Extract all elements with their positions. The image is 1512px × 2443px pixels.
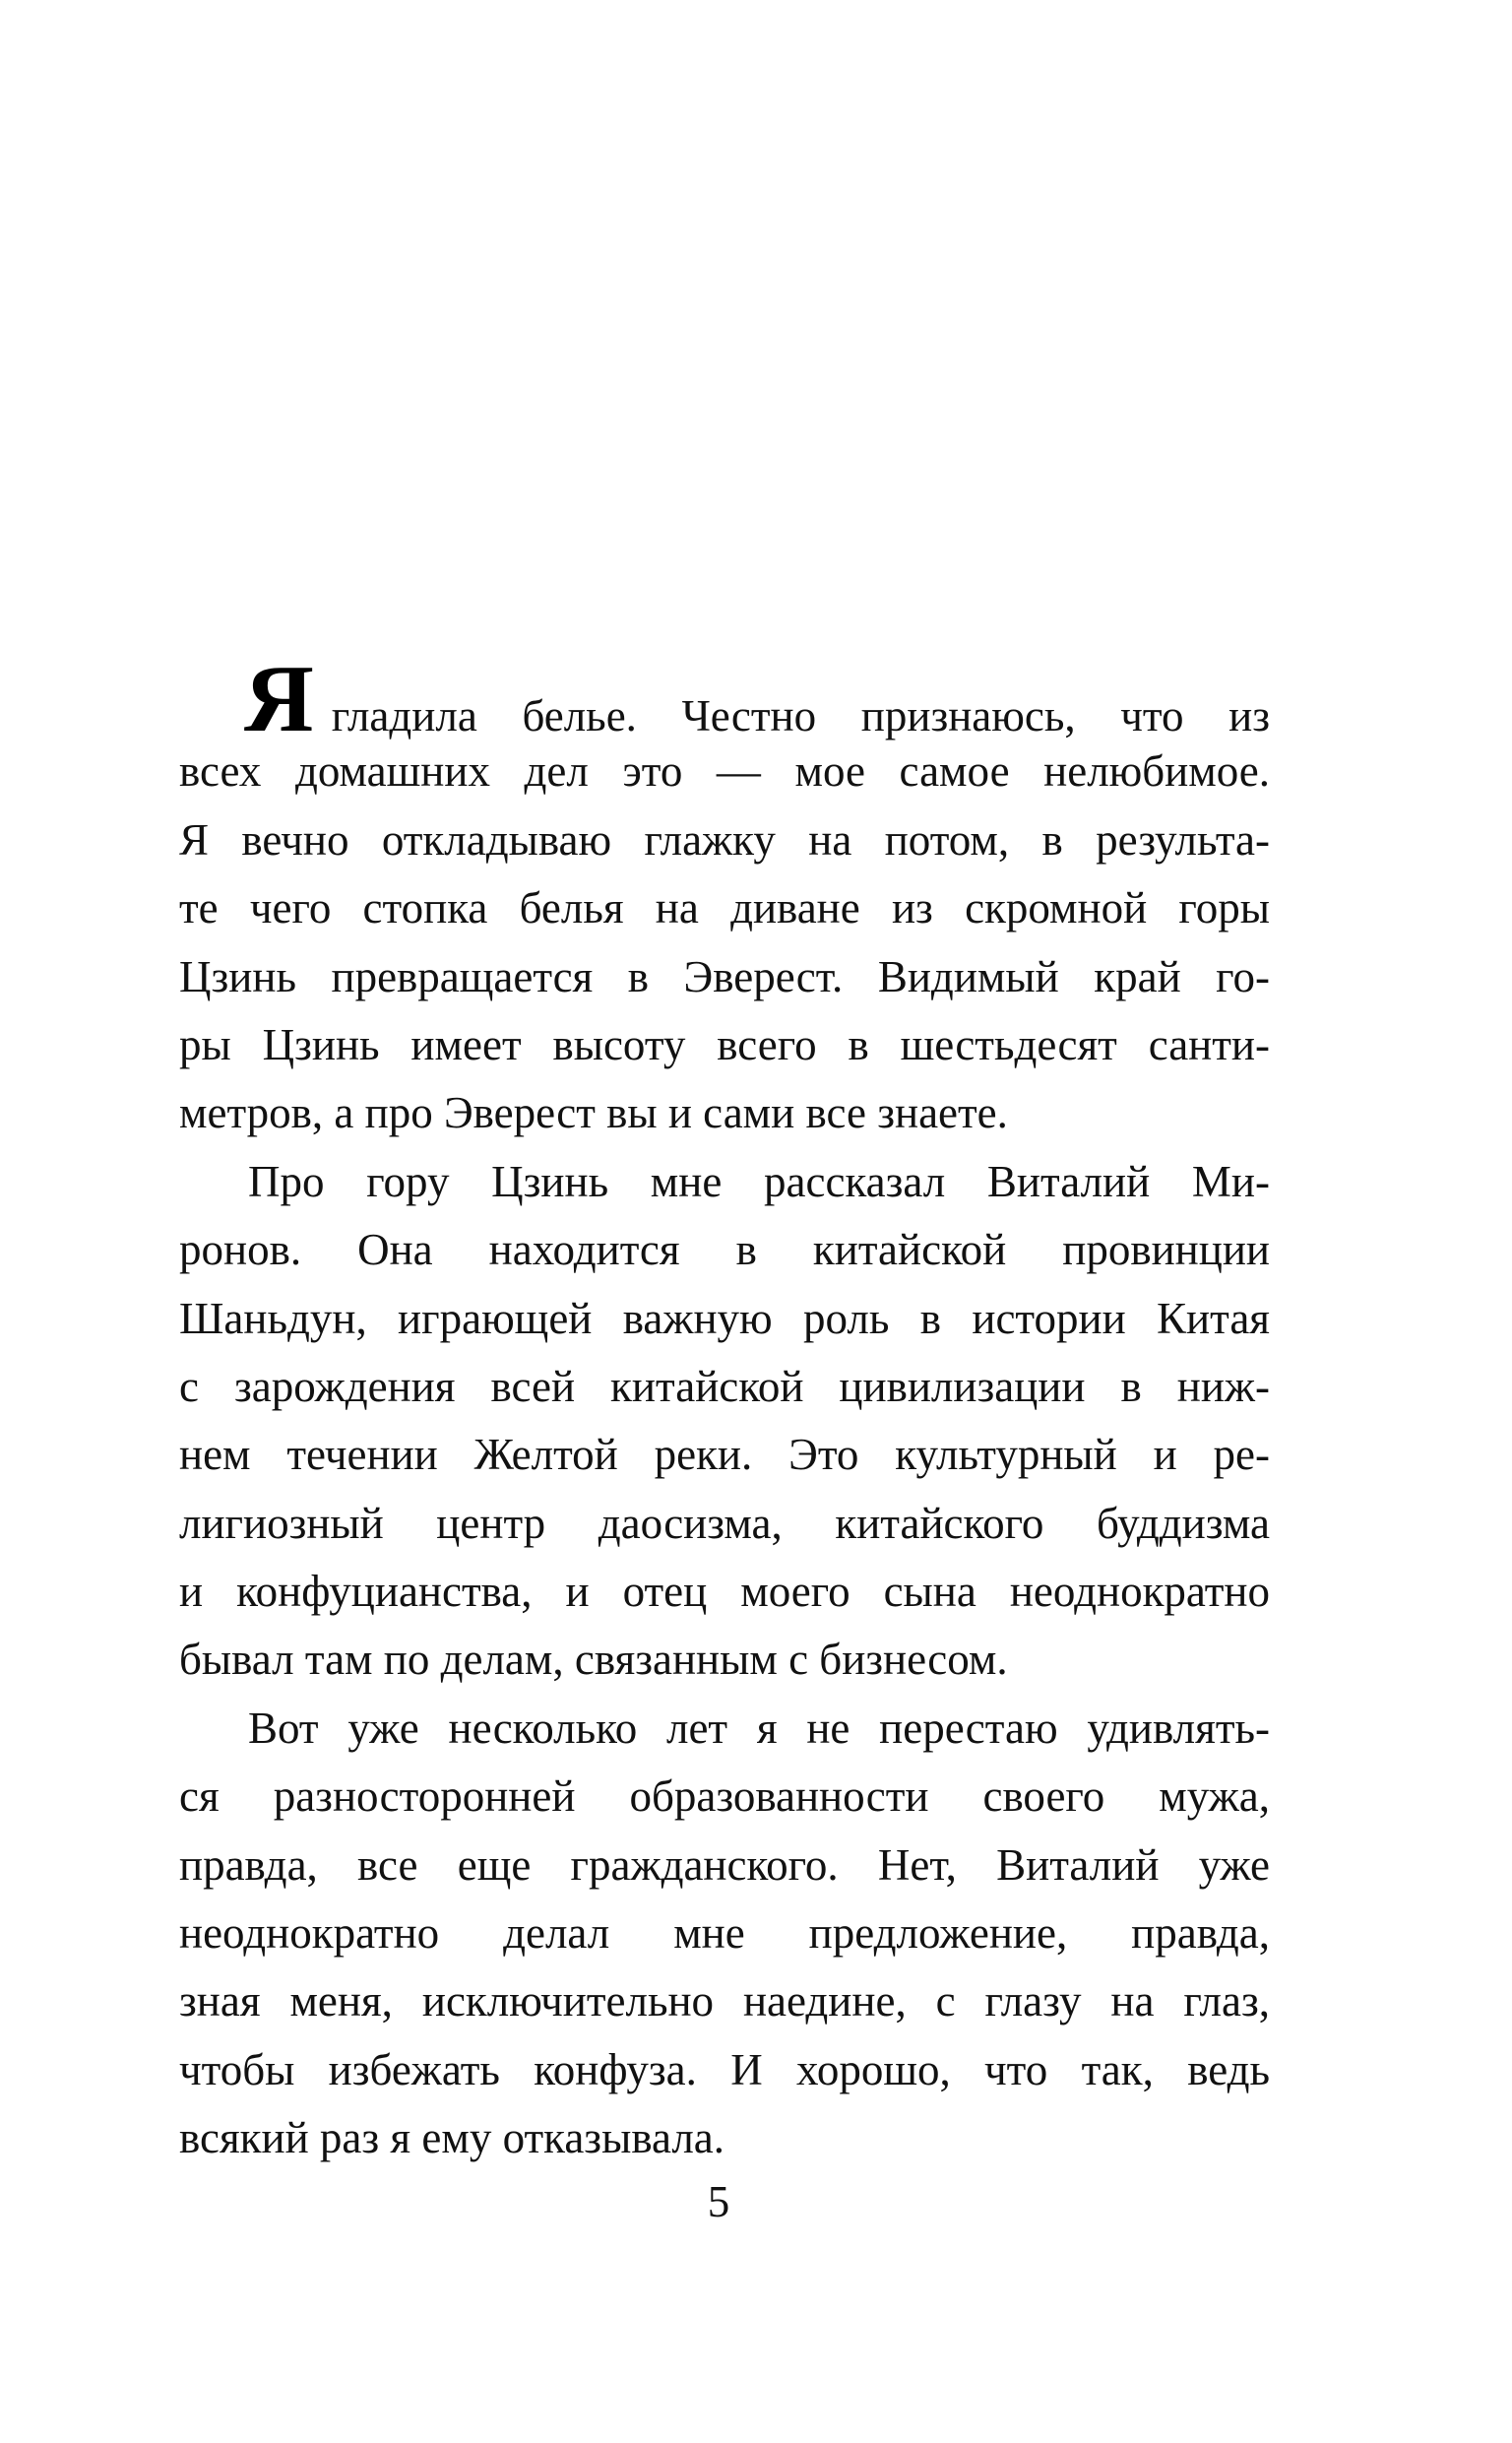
text-line: Я вечно откладываю глажку на потом, в результа- xyxy=(179,814,1270,865)
text-line: Вот уже несколько лет я не перестаю удивлять- xyxy=(248,1703,1270,1753)
text-line: ронов. Она находится в китайской провинции xyxy=(179,1225,1270,1275)
text-line: ры Цзинь имеет высоту всего в шестьдесят санти- xyxy=(179,1019,1270,1069)
page-number: 5 xyxy=(707,2177,730,2226)
text-line: всякий раз я ему отказывала. xyxy=(179,2113,725,2163)
paragraph-2 xyxy=(179,1148,1270,1695)
text-line: метров, а про Эверест вы и сами все знаете. xyxy=(179,1088,1008,1138)
drop-cap: Я xyxy=(244,646,314,752)
text-line: лигиозный центр даосизма, китайского буддизма xyxy=(179,1498,1270,1548)
text-line: неоднократно делал мне предложение, правда, xyxy=(179,1908,1270,1959)
text-line: правда, все еще гражданского. Нет, Виталий уже xyxy=(179,1839,1270,1890)
text-line: бывал там по делам, связанным с бизнесом. xyxy=(179,1635,1008,1685)
text-line: и конфуцианства, и отец моего сына неоднократно xyxy=(179,1567,1270,1617)
text-line: ся разносторонней образованности своего мужа, xyxy=(179,1771,1270,1822)
text-line: всех домашних дел это — мое самое нелюбимое. xyxy=(179,746,1270,797)
text-line: чтобы избежать конфуза. И хорошо, что так, ведь xyxy=(179,2044,1270,2094)
text-line: Ягладила белье. Честно признаюсь, что из xyxy=(244,646,1270,752)
paragraph-3 xyxy=(179,1695,1270,2173)
text-line: Шаньдун, играющей важную роль в истории Китая xyxy=(179,1293,1270,1343)
paragraph-1 xyxy=(179,646,1270,1148)
text-line: те чего стопка белья на диване из скромной горы xyxy=(179,883,1270,933)
body-text xyxy=(179,646,1270,2173)
text-line: нем течении Желтой реки. Это культурный и ре- xyxy=(179,1430,1270,1480)
text-line: Про гору Цзинь мне рассказал Виталий Ми- xyxy=(248,1156,1270,1206)
text-line: Цзинь превращается в Эверест. Видимый край го- xyxy=(179,951,1270,1001)
text-line: зная меня, исключительно наедине, с глазу на глаз, xyxy=(179,1976,1270,2026)
text-line: с зарождения всей китайской цивилизации в ниж- xyxy=(179,1361,1270,1411)
